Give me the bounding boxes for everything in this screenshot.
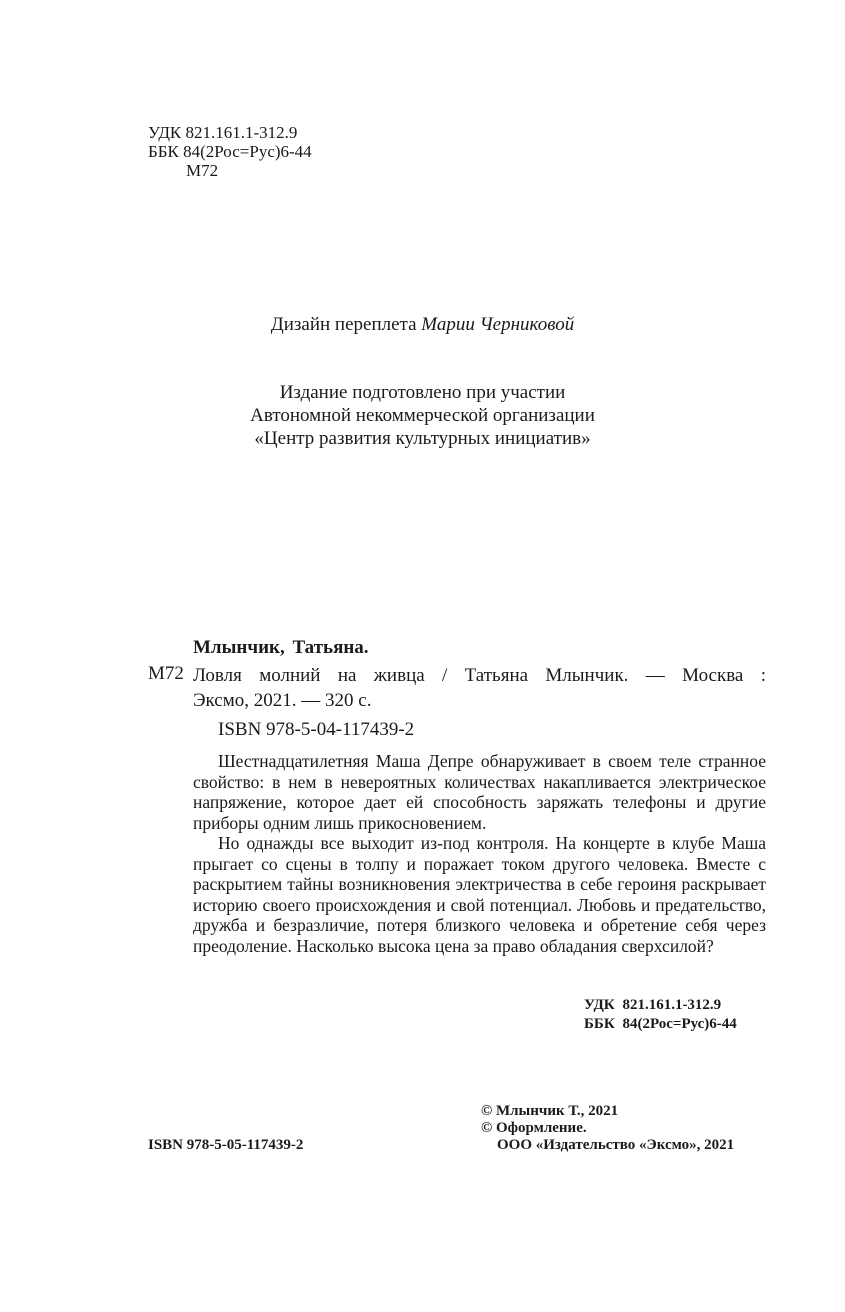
footer-classification-codes (584, 996, 737, 1033)
copyright-design: © Оформление. (481, 1120, 587, 1136)
design-credit-label: Дизайн переплета (270, 314, 417, 335)
catalog-isbn: ISBN 978-5-04-117439-2 (218, 719, 415, 740)
edition-note (0, 381, 845, 450)
catalog-author: Млынчик, Татьяна. (193, 637, 369, 658)
catalog-author-mark: М72 (148, 663, 184, 684)
cover-design-credit (0, 314, 845, 336)
footer-isbn: ISBN 978-5-05-117439-2 (148, 1137, 304, 1153)
edition-note-line: Издание подготовлено при участии (279, 382, 566, 403)
author-mark: М72 (186, 161, 219, 180)
book-annotation (193, 751, 766, 956)
edition-note-line: «Центр развития культурных инициатив» (254, 428, 591, 449)
footer-bbk-code: ББК 84(2Рос=Рус)6-44 (584, 1015, 737, 1032)
bibliographic-description (193, 663, 766, 713)
copyright-publisher: ООО «Издательство «Эксмо», 2021 (497, 1137, 735, 1153)
copyright-block (481, 1103, 734, 1154)
designer-name: Марии Черниковой (421, 314, 575, 335)
header-classification-codes (148, 123, 312, 180)
annotation-paragraph: Шестнадцатилетняя Маша Депре обнаруживает в своем теле странное свойство: в нем в невероятных количествах накапливается электрическое напряжение, которое дает ей способность заряжать телефоны и другие приборы одним лишь прикосновением. (193, 751, 766, 833)
bbk-code: ББК 84(2Рос=Рус)6-44 (148, 142, 312, 161)
edition-note-line: Автономной некоммерческой организации (250, 405, 595, 426)
bibliographic-line: Ловля молний на живца / Татьяна Млынчик. — Москва : (193, 665, 766, 686)
footer-udk-code: УДК 821.161.1-312.9 (584, 997, 722, 1013)
bibliographic-line: Эксмо, 2021. — 320 с. (193, 690, 372, 711)
copyright-author: © Млынчик Т., 2021 (481, 1103, 619, 1119)
annotation-paragraph: Но однажды все выходит из-под контроля. На концерте в клубе Маша прыгает со сцены в толпу и поражает током другого человека. Вместе с раскрытием тайны возникновения электричества в себе героиня раскрывает историю своего происхождения и свой потенциал. Любовь и предательство, дружба и безразличие, потеря близкого человека и обретение себя через преодоление. Насколько высока цена за право обладания сверхсилой? (193, 833, 766, 956)
udk-code: УДК 821.161.1-312.9 (148, 123, 298, 142)
